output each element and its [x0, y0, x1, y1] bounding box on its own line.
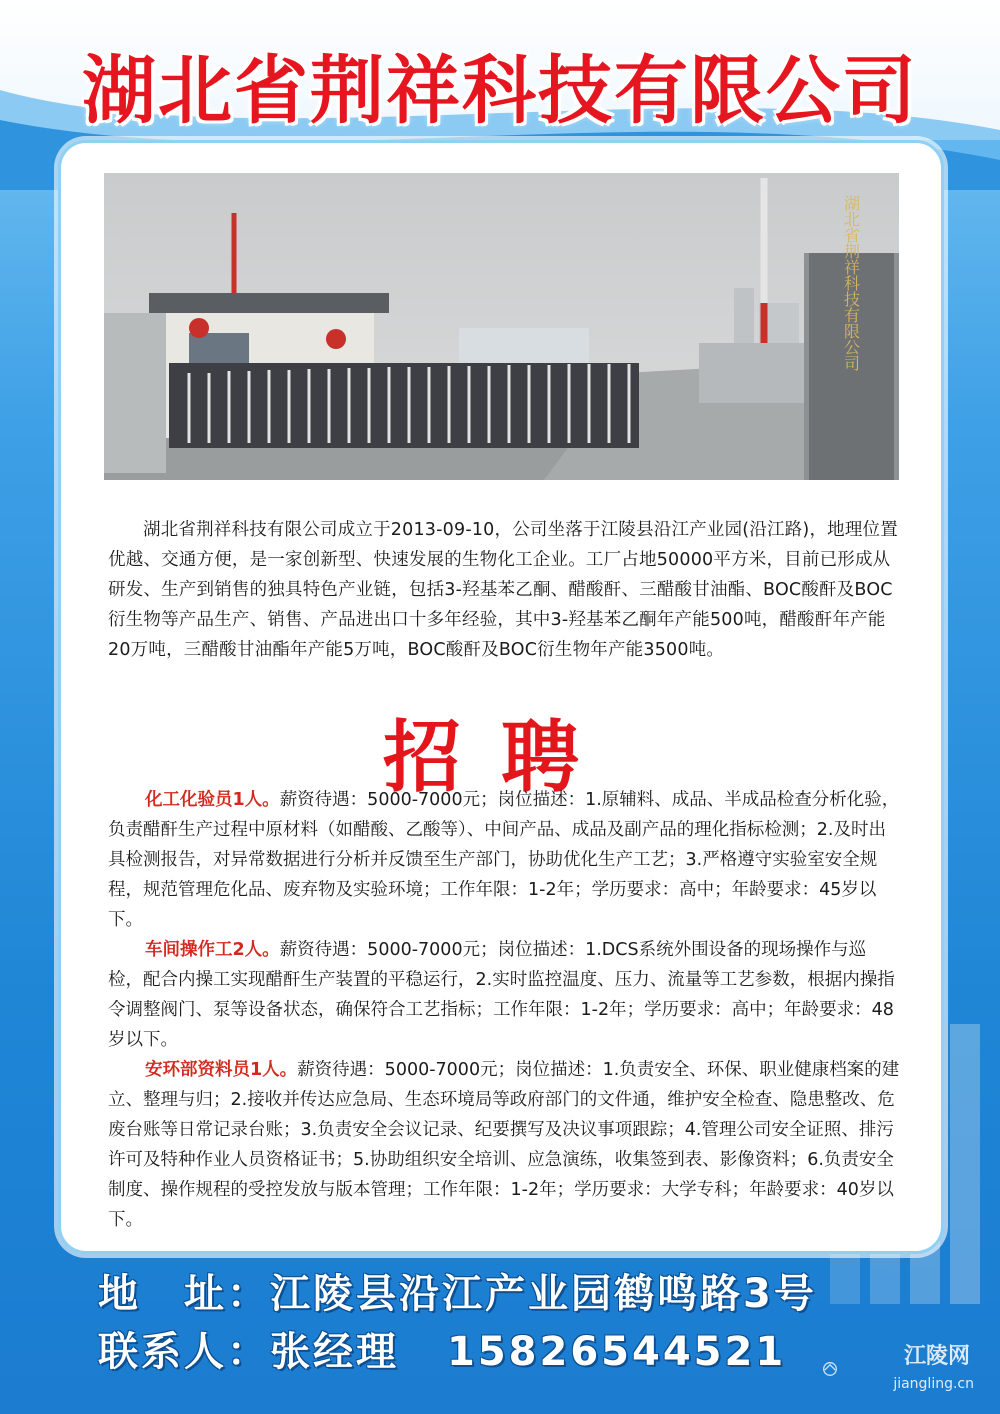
job-list	[108, 785, 900, 1235]
contact-name: 张经理	[270, 1329, 399, 1375]
plaque-text: 湖北省荆祥科技有限公司	[841, 195, 861, 371]
address-line	[98, 1262, 817, 1319]
company-name-title: 湖北省荆祥科技有限公司	[82, 48, 918, 134]
contact-phone: 15826544521	[447, 1329, 787, 1375]
address-label: 地 址：	[98, 1271, 270, 1317]
watermark-name: 江陵网	[903, 1344, 970, 1369]
content-card	[58, 140, 944, 1254]
factory-gate-photo	[104, 173, 899, 480]
company-introduction: 湖北省荆祥科技有限公司成立于2013-09-10，公司坐落于江陵县沿江产业园(沿江路)，地理位置优越、交通方便，是一家创新型、快速发展的生物化工企业。工厂占地50000平方米，目前已形成从研发、生产到销售的独具特色产业链，包括3-羟基苯乙酮、醋酸酐、三醋酸甘油酯、BOC酸酐及BOC衍生物等产品生产、销售、产品进出口十多年经验，其中3-羟基苯乙酮年产能500吨，醋酸酐年产能20万吨，三醋酸甘油酯年产能5万吨，BOC酸酐及BOC衍生物年产能3500吨。	[108, 520, 898, 660]
job-details: 薪资待遇：5000-7000元；岗位描述：1.DCS系统外围设备的现场操作与巡检，配合内操工实现醋酐生产装置的平稳运行，2.实时监控温度、压力、流量等工艺参数，根据内操指令调整阀门、泵等设备状态，确保符合工艺指标；工作年限：1-2年；学历要求：高中；年龄要求：48岁以下。	[108, 940, 895, 1050]
address-value: 江陵县沿江产业园鹤鸣路3号	[270, 1271, 817, 1317]
factory-gate-illustration	[104, 173, 899, 480]
hiring-title: 招聘	[382, 712, 619, 803]
job-details: 薪资待遇：5000-7000元；岗位描述：1.原辅料、成品、半成品检查分析化验，负责醋酐生产过程中原材料（如醋酸、乙酸等）、中间产品、成品及副产品的理化指标检测；2.及时出具检测报告，对异常数据进行分析并反馈至生产部门，协助优化生产工艺；3.严格遵守实验室安全规程，规范管理危化品、废弃物及实验环境；工作年限：1-2年；学历要求：高中；年龄要求：45岁以下。	[108, 790, 900, 930]
job-item	[108, 785, 900, 935]
watermark-url: jiangling.cn	[893, 1376, 974, 1392]
watermark-logo-icon	[810, 1349, 850, 1389]
contact-label: 联系人：	[98, 1329, 270, 1375]
job-item	[108, 935, 900, 1055]
job-title: 安环部资料员1人。	[145, 1060, 298, 1080]
job-item	[108, 1055, 900, 1235]
job-title: 化工化验员1人。	[145, 790, 280, 810]
job-details: 薪资待遇：5000-7000元；岗位描述：1.负责安全、环保、职业健康档案的建立、整理与归；2.接收并传达应急局、生态环境局等政府部门的文件通，维护安全检查、隐患整改、危废台账等日常记录台账；3.负责安全会议记录、纪要撰写及决议事项跟踪；4.管理公司安全证照、排污许可及特种作业人员资格证书；5.协助组织安全培训、应急演练，收集签到表、影像资料；6.负责安全制度、操作规程的受控发放与版本管理；工作年限：1-2年；学历要求：大学专科；年龄要求：40岁以下。	[108, 1060, 900, 1230]
job-title: 车间操作工2人。	[145, 940, 280, 960]
contact-line	[98, 1320, 786, 1377]
